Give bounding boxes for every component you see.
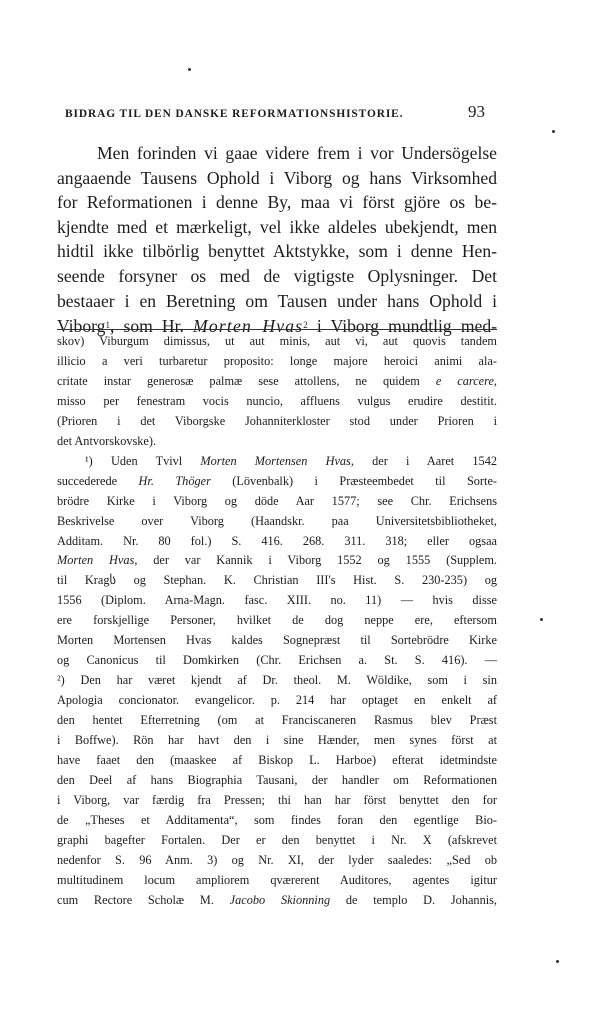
footnotes — [57, 332, 497, 911]
main-text-line: kjendte med et mærkeligt, vel ikke aldeles ubekjendt, men — [57, 216, 497, 237]
footnote-1-line: og Canonicus til Domkirken (Chr. Erichsen a. St. S. 416). — — [57, 653, 497, 668]
text-run: (Lövenbalk) i Præsteembedet til Sorte- — [210, 473, 497, 488]
footnote-1-line: Morten Mortensen Hvas kaldes Sognepræst til Sortebrödre Kirke — [57, 633, 497, 648]
ink-speck — [188, 68, 191, 71]
main-text-line: for Reformationen i denne By, maa vi först gjöre os be- — [57, 192, 497, 213]
footnote-2-line: Apologia concionator. evangelicor. p. 214 har optaget en enkelt af — [57, 693, 497, 708]
italic-run: Morten Mortensen Hvas — [200, 453, 351, 468]
person-name: Morten Hvas — [193, 316, 304, 337]
footnote-1-line: 1556 (Diplom. Arna-Magn. fasc. XIII. no. 11) — hvis disse — [57, 593, 497, 608]
main-text-line: hidtil ikke tilbörlig benyttet Aktstykke, som i denne Hen- — [57, 241, 497, 262]
text-run: Viborg — [57, 316, 106, 337]
main-text-line: angaaende Tausens Ophold i Viborg og hans Virksomhed — [57, 167, 497, 188]
footnote-2-line: den Deel af hans Biographia Tausani, der handler om Reformationen — [57, 772, 497, 787]
italic-run: e carcere — [435, 373, 494, 388]
footnote-1-line — [57, 452, 497, 472]
text-run: , — [493, 373, 497, 388]
page-number: 93 — [468, 102, 485, 121]
footnote-1-line: til Kragს og Stephan. K. Christian III's Hist. S. 230-235) og — [57, 573, 497, 588]
footnote-2-line: i Boffwe). Rön har havt den i sine Hænder, men synes först at — [57, 733, 497, 748]
text-run: succederede — [57, 473, 139, 488]
running-head — [65, 102, 485, 122]
text-run: Den har været kjendt af Dr. theol. M. Wöldike, som i sin — [64, 673, 497, 688]
footnote-ref-1: 1 — [105, 320, 110, 331]
main-text-line: bestaaer i en Beretning om Tausen under hans Ophold i — [57, 290, 497, 311]
footnote-rule — [57, 329, 497, 330]
footnote-1-line — [57, 472, 497, 492]
text-run: critate instar generosæ palmæ sese attollens, ne quidem — [57, 373, 436, 388]
ink-speck — [552, 130, 555, 133]
footnote-line: misso per fenestram vocis nuncio, affluens vulgus erudire destitit. — [57, 393, 497, 408]
italic-run: Morten Hvas — [57, 553, 135, 568]
footnote-line — [57, 372, 497, 392]
footnote-2-line — [57, 671, 497, 691]
book-page — [57, 0, 497, 1032]
footnote-2-line: den hentet Efterretning (om at Franciscaneren Rasmus blev Præst — [57, 713, 497, 728]
footnote-2-line — [57, 891, 497, 911]
footnote-ref-2: 2 — [303, 320, 308, 331]
footnote-line: det Antvorskovske). — [57, 433, 157, 448]
footnote-marker: ¹) — [85, 453, 93, 468]
main-text — [57, 141, 497, 339]
footnote-line: illicio a veri turbaretur proposito: longe majore heroici animi ala- — [57, 353, 497, 368]
ink-speck — [540, 618, 543, 621]
footnote-2-line: multitudinem locum ampliorem qværerent Auditores, agentes igitur — [57, 872, 497, 887]
footnote-line: skov) Viburgum dimissus, ut aut minis, aut vi, aut quovis tandem — [57, 334, 497, 348]
footnote-1-line: Beskrivelse over Viborg (Haandskr. paa Universitetsbibliotheket, — [57, 513, 497, 528]
footnote-1-line — [57, 551, 497, 571]
footnote-2-line: graphi bagefter Fortalen. Der er den benyttet i Nr. X (afskrevet — [57, 832, 497, 847]
main-text-line: Men forinden vi gaae videre frem i vor Undersögelse — [97, 143, 497, 163]
footnote-2-line: nedenfor S. 96 Anm. 3) og Nr. XI, der lyder saaledes: „Sed ob — [57, 852, 497, 867]
footnote-1-line: Additam. Nr. 80 fol.) S. 416. 268. 311. 318; eller ogsaa — [57, 533, 497, 548]
text-run: , der var Kannik i Viborg 1552 og 1555 (Supplem. — [134, 553, 497, 568]
text-run: Uden Tvivl — [92, 453, 201, 468]
italic-run: Hr. Thöger — [138, 473, 211, 488]
italic-run: Jacobo Skionning — [229, 892, 331, 907]
footnote-2-line: de „Theses et Additamenta“, som findes foran den egentlige Bio- — [57, 812, 497, 827]
footnote-2-line: have faaet den (maaskee af Biskop L. Harboe) efterat idetmindste — [57, 753, 497, 768]
footnote-line: (Prioren i det Viborgske Johanniterkloster stod under Prioren i — [57, 413, 497, 428]
text-run: , der i Aaret 1542 — [350, 453, 497, 468]
main-text-line: seende forsyner os med de vigtigste Oplysninger. Det — [57, 265, 497, 286]
footnote-1-line: brödre Kirke i Viborg og döde Aar 1577; see Chr. Erichsens — [57, 493, 497, 508]
text-run: i Viborg mundtlig med- — [307, 316, 497, 337]
ink-speck — [556, 960, 559, 963]
text-run: de templo D. Johannis, — [330, 892, 497, 907]
footnote-1-line: ere forskjellige Personer, hvilket de dog neppe ere, eftersom — [57, 613, 497, 628]
text-run: , som Hr. — [109, 316, 194, 337]
text-run: cum Rectore Scholæ M. — [57, 892, 230, 907]
footnote-marker: ²) — [57, 673, 65, 688]
running-title: BIDRAG TIL DEN DANSKE REFORMATIONSHISTORIE. — [65, 108, 404, 120]
footnote-2-line: i Viborg, var færdig fra Pressen; thi han har först benyttet den for — [57, 792, 497, 807]
